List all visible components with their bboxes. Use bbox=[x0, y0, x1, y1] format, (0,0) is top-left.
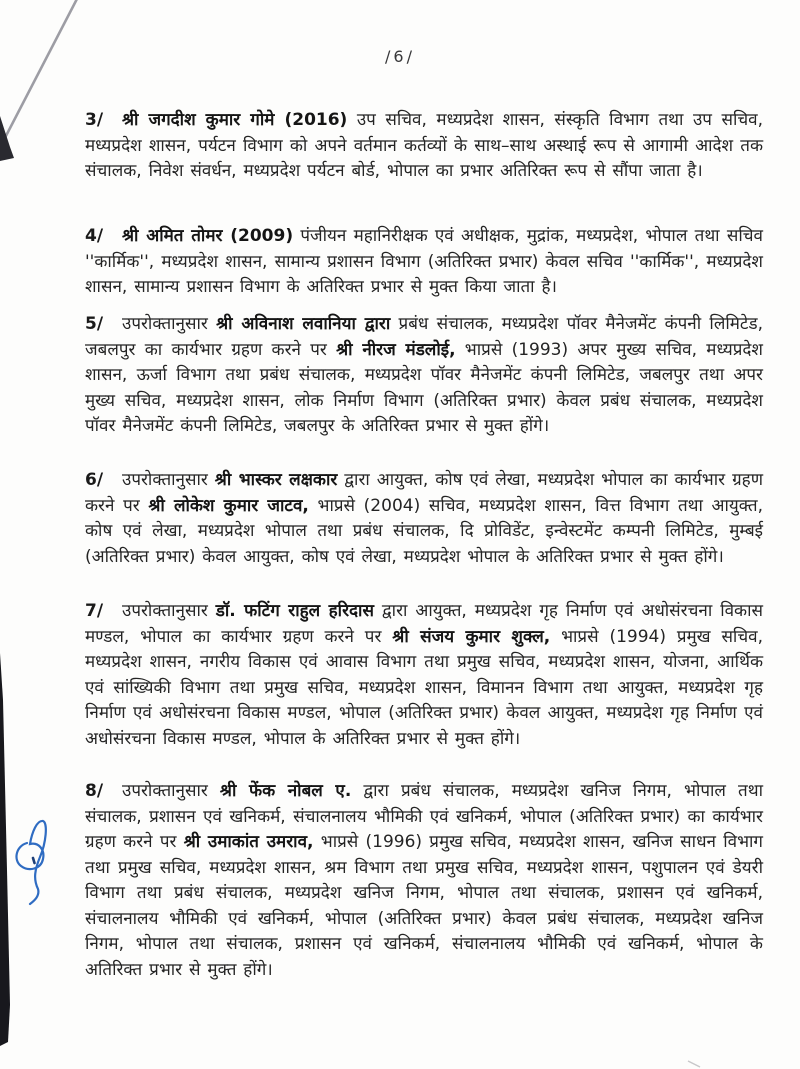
order-paragraph-7 bbox=[85, 599, 763, 752]
officer-name-bold: श्री नीरज मंडलोई, bbox=[336, 339, 456, 360]
officer-name-bold: श्री अविनाश लवानिया द्वारा bbox=[216, 314, 391, 334]
order-paragraph-3 bbox=[85, 108, 763, 185]
paragraph-8-number: 8/ bbox=[85, 781, 104, 801]
order-text: द्वारा आयुक्त, कोष एवं लेखा, मध्यप्रदेश भोपाल का कार्यभार ग्रहण करने पर bbox=[85, 470, 763, 516]
officer-name-bold: श्री भास्कर लक्षकार bbox=[214, 470, 338, 490]
order-text: भाप्रसे (1994) प्रमुख सचिव, मध्यप्रदेश शासन, नगरीय विकास एवं आवास विभाग तथा प्रमुख सचिव, मध्यप्रदेश शासन, योजना, आर्थिक एवं सांख्यिकी विभाग तथा प्रमुख सचिव, मध्यप्रदेश शासन, विमानन विभाग तथा आयुक्त, मध्यप्रदेश गृह निर्माण एवं अधोसंरचना विकास मण्डल, भोपाल (अतिरिक्त प्रभार) केवल आयुक्त, मध्यप्रदेश गृह निर्माण एवं अधोसंरचना विकास मण्डल, भोपाल के अतिरिक्त प्रभार से मुक्त होंगे। bbox=[85, 626, 763, 749]
order-text: उपरोक्तानुसार bbox=[122, 470, 215, 490]
order-text: उप सचिव, मध्यप्रदेश शासन, संस्कृति विभाग तथा उप सचिव, मध्यप्रदेश शासन, पर्यटन विभाग को अपने वर्तमान कर्तव्यों के साथ–साथ अस्थाई रूप से आगामी आदेश तक संचालक, निवेश संवर्धन, मध्यप्रदेश पर्यटन बोर्ड, भोपाल का प्रभार अतिरिक्त रूप से सौंपा जाता है। bbox=[85, 110, 763, 181]
order-text: प्रबंध संचालक, मध्यप्रदेश पॉवर मैनेजमेंट कंपनी लिमिटेड, जबलपुर का कार्यभार ग्रहण करने पर bbox=[85, 314, 763, 360]
officer-name-bold: श्री संजय कुमार शुक्ल, bbox=[392, 626, 551, 647]
officer-name-bold: श्री जगदीश कुमार गोमे (2016) bbox=[122, 110, 348, 130]
paragraph-5-number: 5/ bbox=[85, 314, 104, 334]
order-text: द्वारा प्रबंध संचालक, मध्यप्रदेश खनिज निगम, भोपाल तथा संचालक, प्रशासन एवं खनिकर्म, संचालनालय भौमिकी एवं खनिकर्म, भोपाल (अतिरिक्त प्रभार) का कार्यभार ग्रहण करने पर bbox=[85, 781, 763, 852]
officer-name-bold: डॉ. फटिंग राहुल हरिदास bbox=[215, 601, 374, 621]
order-text: द्वारा आयुक्त, मध्यप्रदेश गृह निर्माण एवं अधोसंरचना विकास मण्डल, भोपाल का कार्यभार ग्रहण करने पर bbox=[85, 601, 763, 647]
officer-name-bold: श्री उमाकांत उमराव, bbox=[183, 832, 314, 852]
officer-name-bold: श्री फेंक नोबल ए. bbox=[219, 781, 352, 801]
paragraph-6-number: 6/ bbox=[85, 470, 104, 490]
order-text: उपरोक्तानुसार bbox=[122, 781, 220, 801]
order-text: उपरोक्तानुसार bbox=[122, 601, 216, 621]
order-text: भाप्रसे (2004) सचिव, मध्यप्रदेश शासन, वित्त विभाग तथा आयुक्त, कोष एवं लेखा, मध्यप्रदेश भोपाल तथा प्रबंध संचालक, दि प्रोविडेंट, इन्वेस्टमेंट कम्पनी लिमिटेड, मुम्बई (अतिरिक्त प्रभार) केवल आयुक्त, कोष एवं लेखा, मध्यप्रदेश भोपाल के अतिरिक्त प्रभार से मुक्त होंगे। bbox=[85, 495, 763, 567]
order-text: पंजीयन महानिरीक्षक एवं अधीक्षक, मुद्रांक, मध्यप्रदेश, भोपाल तथा सचिव ''कार्मिक'', मध्यप्रदेश शासन, सामान्य प्रशासन विभाग (अतिरिक्त प्रभार) केवल सचिव ''कार्मिक'', मध्यप्रदेश शासन, सामान्य प्रशासन विभाग के अतिरिक्त प्रभार से मुक्त किया जाता है। bbox=[85, 226, 763, 297]
order-text: उपरोक्तानुसार bbox=[122, 314, 217, 334]
order-paragraph-4 bbox=[85, 224, 763, 301]
scan-speck bbox=[688, 1061, 700, 1067]
officer-name-bold: श्री लोकेश कुमार जाटव, bbox=[148, 495, 309, 516]
order-text: भाप्रसे (1996) प्रमुख सचिव, मध्यप्रदेश शासन, खनिज साधन विभाग तथा प्रमुख सचिव, मध्यप्रदेश शासन, श्रम विभाग तथा प्रमुख सचिव, मध्यप्रदेश शासन, पशुपालन एवं डेयरी विभाग तथा प्रबंध संचालक, मध्यप्रदेश खनिज निगम, भोपाल तथा संचालक, प्रशासन एवं खनिकर्म, संचालनालय भौमिकी एवं खनिकर्म, भोपाल (अतिरिक्त प्रभार) केवल प्रबंध संचालक, मध्यप्रदेश खनिज निगम, भोपाल तथा संचालक, प्रशासन एवं खनिकर्म, संचालनालय भौमिकी एवं खनिकर्म, भोपाल के अतिरिक्त प्रभार से मुक्त होंगे। bbox=[85, 832, 763, 980]
scan-crease-line bbox=[0, 0, 79, 159]
order-paragraph-5 bbox=[85, 312, 763, 440]
order-paragraph-6 bbox=[85, 468, 763, 570]
officer-name-bold: श्री अमित तोमर (2009) bbox=[122, 226, 294, 246]
paragraph-3-number: 3/ bbox=[85, 110, 104, 130]
blue-pen-mark bbox=[16, 821, 45, 904]
paragraph-4-number: 4/ bbox=[85, 226, 104, 246]
paragraph-7-number: 7/ bbox=[85, 601, 104, 621]
page-edge-shadow bbox=[0, 653, 10, 1046]
order-text: भाप्रसे (1993) अपर मुख्य सचिव, मध्यप्रदेश शासन, ऊर्जा विभाग तथा प्रबंध संचालक, मध्यप्रदेश पॉवर मैनेजमेंट कंपनी लिमिटेड, जबलपुर तथा अपर मुख्य सचिव, मध्यप्रदेश शासन, लोक निर्माण विभाग (अतिरिक्त प्रभार) केवल प्रबंध संचालक, मध्यप्रदेश पॉवर मैनेजमेंट कंपनी लिमिटेड, जबलपुर के अतिरिक्त प्रभार से मुक्त होंगे। bbox=[85, 339, 763, 436]
page-corner-shadow bbox=[0, 116, 14, 161]
page-number: /6/ bbox=[385, 47, 415, 66]
order-paragraph-8 bbox=[85, 779, 763, 983]
